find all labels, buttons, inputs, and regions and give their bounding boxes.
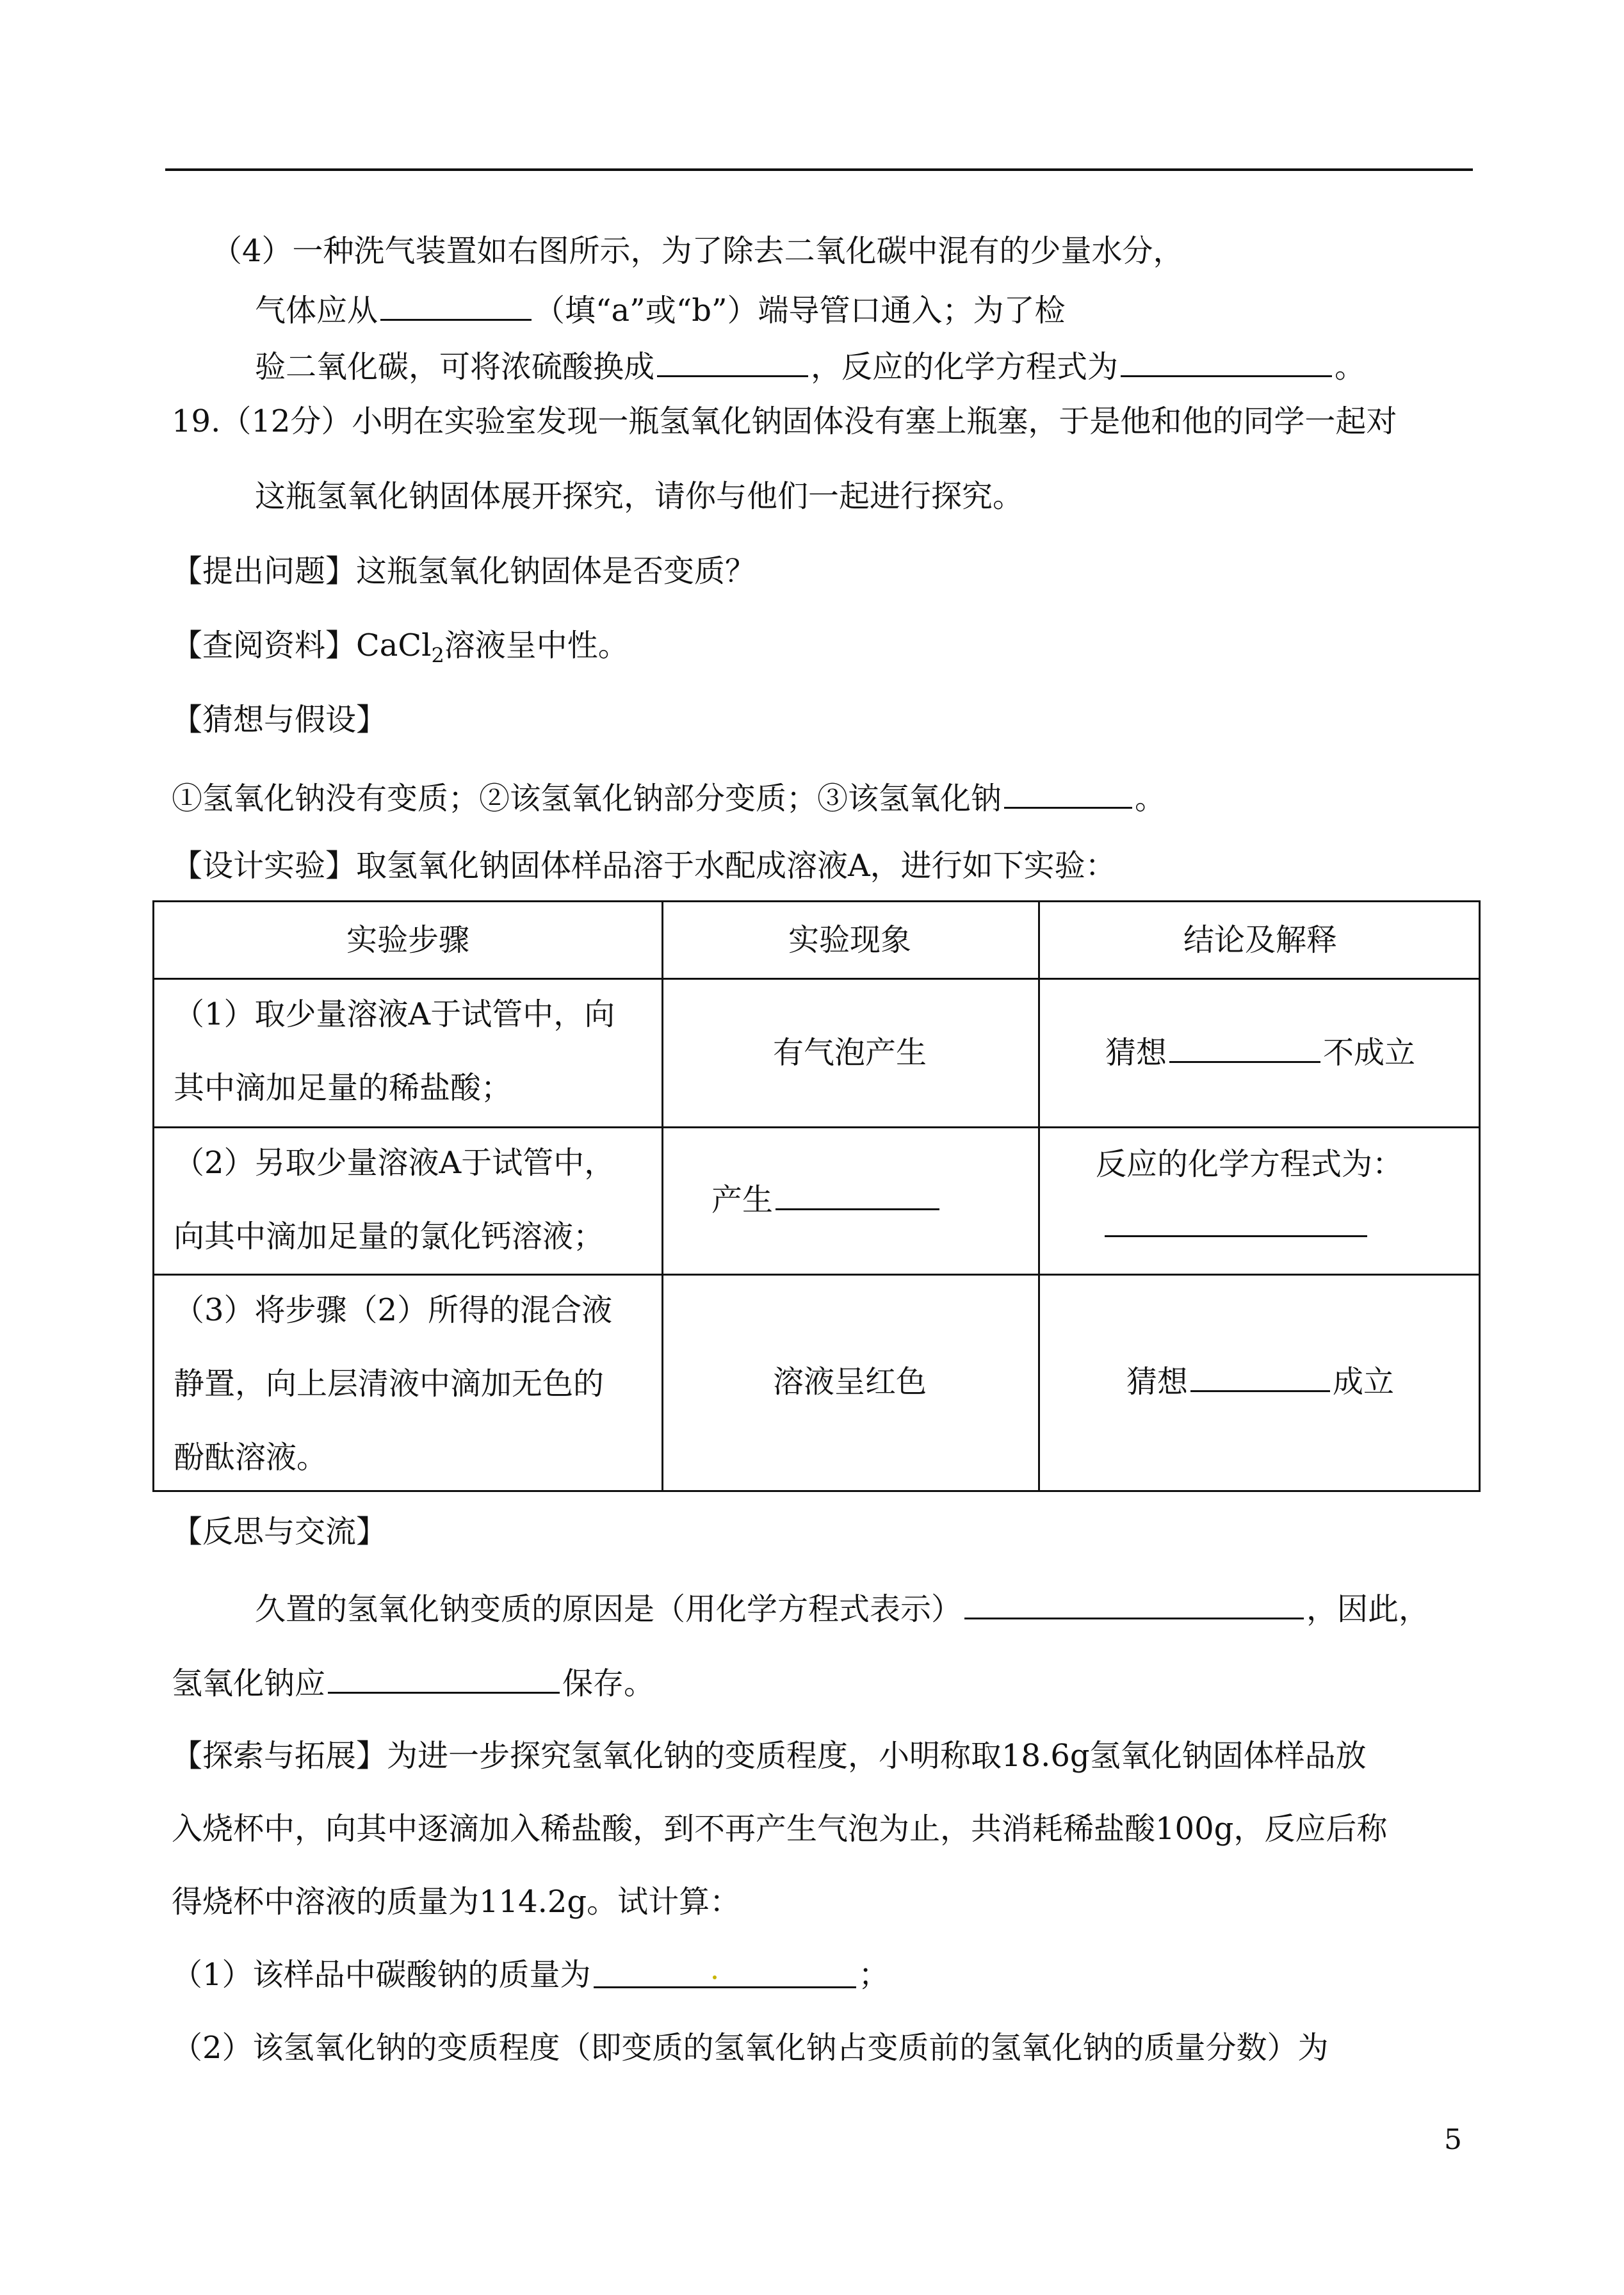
page-number: 5 [1444, 2123, 1462, 2156]
explore-line1: 【探索与拓展】为进一步探究氢氧化钠的变质程度，小明称取18.6g氢氧化钠固体样品放 [172, 1738, 1367, 1774]
hypothesis-list: ①氢氧化钠没有变质；②该氢氧化钠部分变质；③该氢氧化钠 。 [172, 776, 1165, 818]
raise-question: 【提出问题】这瓶氢氧化钠固体是否变质？ [172, 553, 756, 589]
explore-q1: （1）该样品中碳酸钠的质量为 ； [172, 1957, 889, 1993]
answer-blank[interactable] [775, 1178, 939, 1210]
row1-phenomenon: 有气泡产生 [772, 1035, 927, 1071]
answer-blank[interactable] [964, 1587, 1304, 1619]
answer-blank[interactable] [657, 345, 808, 377]
row1-step: （1）取少量溶液A于试管中，向 其中滴加足量的稀盐酸； [174, 996, 615, 1106]
explore-line2: 入烧杯中，向其中逐滴加入稀盐酸，到不再产生气泡为止，共消耗稀盐酸100g，反应后称 [172, 1811, 1388, 1847]
row3-phenomenon: 溶液呈红色 [772, 1364, 927, 1400]
q19-line1: 19.（12分）小明在实验室发现一瓶氢氧化钠固体没有塞上瓶塞，于是他和他的同学一起对 [172, 403, 1397, 439]
answer-blank[interactable] [1190, 1359, 1330, 1392]
row2-equation-blank [1102, 1189, 1370, 1265]
row1-conclusion: 猜想 不成立 [1038, 1015, 1482, 1091]
q4-line2: 气体应从 （填“a”或“b”）端导管口通入；为了检 [255, 288, 1066, 330]
hypothesis-heading: 【猜想与假设】 [172, 702, 387, 738]
q4-line3: 验二氧化碳，可将浓硫酸换成 ，反应的化学方程式为 。 [255, 345, 1365, 386]
experiment-table [152, 900, 1481, 1492]
answer-blank[interactable] [380, 288, 532, 321]
answer-blank[interactable] [1121, 345, 1332, 377]
answer-blank[interactable] [594, 1956, 856, 1988]
q19-line2: 这瓶氢氧化钠固体展开探究，请你与他们一起进行探究。 [255, 478, 1024, 514]
consult-info: 【查阅资料】CaCl$_2$溶液呈中性。 [172, 628, 629, 668]
row2-step: （2）另取少量溶液A于试管中， 向其中滴加足量的氯化钙溶液； [174, 1145, 615, 1254]
header-phenomenon: 实验现象 [788, 922, 911, 958]
explore-q2: （2）该氢氧化钠的变质程度（即变质的氢氧化钠占变质前的氢氧化钠的质量分数）为 [172, 2030, 1329, 2066]
stray-dot [713, 1975, 717, 1979]
header-step: 实验步骤 [346, 922, 469, 958]
header-rule [165, 168, 1473, 171]
header-conclusion: 结论及解释 [1183, 922, 1337, 958]
answer-blank[interactable] [1169, 1030, 1320, 1063]
reflection-line2: 氢氧化钠应 保存。 [172, 1661, 654, 1703]
reflection-heading: 【反思与交流】 [172, 1514, 387, 1550]
answer-blank[interactable] [1105, 1204, 1367, 1237]
design-experiment: 【设计实验】取氢氧化钠固体样品溶于水配成溶液A，进行如下实验： [172, 848, 1116, 884]
q4-line1: （4）一种洗气装置如右图所示，为了除去二氧化碳中混有的少量水分， [211, 233, 1184, 269]
reflection-line1: 久置的氢氧化钠变质的原因是（用化学方程式表示） ，因此， [255, 1587, 1429, 1628]
row2-conclusion: 反应的化学方程式为： [1096, 1146, 1404, 1182]
row3-conclusion: 猜想 成立 [1038, 1344, 1482, 1420]
answer-blank[interactable] [328, 1661, 560, 1694]
answer-blank[interactable] [1004, 776, 1132, 809]
row2-phenomenon: 产生 [711, 1162, 942, 1238]
row3-step: （3）将步骤（2）所得的混合液 静置，向上层清液中滴加无色的 酚酞溶液。 [174, 1292, 613, 1475]
explore-line3: 得烧杯中溶液的质量为114.2g。试计算： [172, 1884, 741, 1920]
